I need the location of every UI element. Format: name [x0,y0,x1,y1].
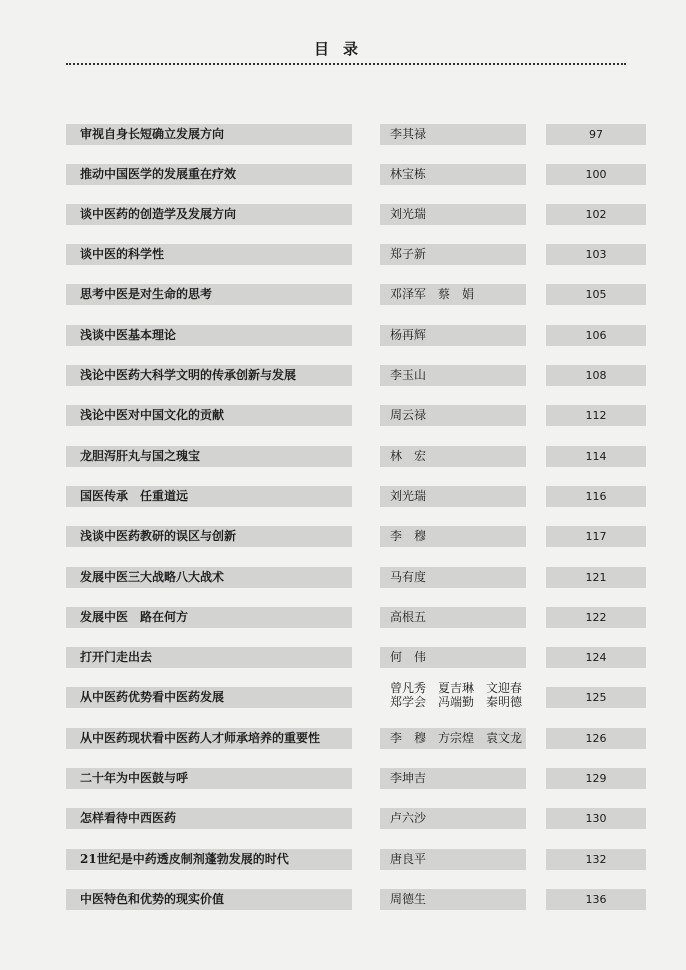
entry-title: 浅论中医对中国文化的贡献 [66,405,352,426]
entry-author: 马有度 [380,567,526,588]
toc-entry[interactable] [0,164,686,185]
entry-title: 龙胆泻肝丸与国之瑰宝 [66,446,352,467]
entry-title: 浅论中医药大科学文明的传承创新与发展 [66,365,352,386]
entry-author-line: 郑学会 冯端勤 秦明德 [390,695,523,709]
entry-author: 李坤吉 [380,768,526,789]
entry-author: 何 伟 [380,647,526,668]
entry-title: 21世纪是中药透皮制剂蓬勃发展的时代 [66,849,352,870]
entry-title: 从中医药优势看中医药发展 [66,687,352,708]
toc-entry[interactable] [0,325,686,346]
entry-page: 105 [546,284,646,305]
toc-entry[interactable] [0,365,686,386]
entry-title: 审视自身长短确立发展方向 [66,124,352,145]
toc-entry[interactable] [0,526,686,547]
entry-author: 郑子新 [380,244,526,265]
page-title: 目录 [313,40,372,58]
entry-page: 122 [546,607,646,628]
toc-entry[interactable] [0,567,686,588]
toc-entry[interactable] [0,681,686,709]
entry-title: 发展中医三大战略八大战术 [66,567,352,588]
entry-title: 浅谈中医药教研的误区与创新 [66,526,352,547]
entry-title: 浅谈中医基本理论 [66,325,352,346]
toc-entry[interactable] [0,768,686,789]
entry-author: 刘光瑞 [380,486,526,507]
toc-entry[interactable] [0,607,686,628]
entry-page: 108 [546,365,646,386]
entry-author: 林 宏 [380,446,526,467]
toc-entry[interactable] [0,486,686,507]
entry-author: 李 穆 [380,526,526,547]
entry-page: 121 [546,567,646,588]
entry-title: 谈中医的科学性 [66,244,352,265]
entry-author: 李其禄 [380,124,526,145]
dotted-divider [66,63,626,65]
entry-page: 100 [546,164,646,185]
entry-page: 103 [546,244,646,265]
entry-author: 周云禄 [380,405,526,426]
toc-entry[interactable] [0,204,686,225]
entry-title: 中医特色和优势的现实价值 [66,889,352,910]
entry-title: 打开门走出去 [66,647,352,668]
entry-page: 129 [546,768,646,789]
entry-page: 97 [546,124,646,145]
entry-author: 唐良平 [380,849,526,870]
entry-page: 132 [546,849,646,870]
toc-entry[interactable] [0,849,686,870]
entry-author: 邓泽军 蔡 娟 [380,284,526,305]
entry-author: 杨再辉 [380,325,526,346]
toc-entry[interactable] [0,889,686,910]
toc-entry[interactable] [0,284,686,305]
entry-page: 125 [546,687,646,708]
toc-entry[interactable] [0,647,686,668]
entry-page: 117 [546,526,646,547]
entry-title: 推动中国医学的发展重在疗效 [66,164,352,185]
entry-title: 发展中医 路在何方 [66,607,352,628]
entry-title: 怎样看待中西医药 [66,808,352,829]
toc-entry[interactable] [0,808,686,829]
toc-entry[interactable] [0,244,686,265]
entry-title: 思考中医是对生命的思考 [66,284,352,305]
entry-title: 国医传承 任重道远 [66,486,352,507]
entry-page: 102 [546,204,646,225]
entry-title: 从中医药现状看中医药人才师承培养的重要性 [66,728,352,749]
entry-author: 林宝栋 [380,164,526,185]
entry-author: 周德生 [380,889,526,910]
entry-page: 114 [546,446,646,467]
entry-page: 112 [546,405,646,426]
entry-page: 126 [546,728,646,749]
entry-author: 卢六沙 [380,808,526,829]
entry-page: 116 [546,486,646,507]
entry-title: 谈中医药的创造学及发展方向 [66,204,352,225]
entry-author: 刘光瑞 [380,204,526,225]
entry-author: 李玉山 [380,365,526,386]
entry-page: 106 [546,325,646,346]
entry-title: 二十年为中医鼓与呼 [66,768,352,789]
entry-author: 李 穆 方宗煌 袁文龙 [380,728,526,749]
entry-author-line: 曾凡秀 夏吉琳 文迎春 [390,681,523,695]
toc-entry[interactable] [0,405,686,426]
entry-author [380,681,526,713]
entry-author: 高根五 [380,607,526,628]
entry-page: 124 [546,647,646,668]
entry-page: 136 [546,889,646,910]
entry-page: 130 [546,808,646,829]
toc-entry[interactable] [0,446,686,467]
toc-entry[interactable] [0,124,686,145]
toc-entry[interactable] [0,728,686,749]
